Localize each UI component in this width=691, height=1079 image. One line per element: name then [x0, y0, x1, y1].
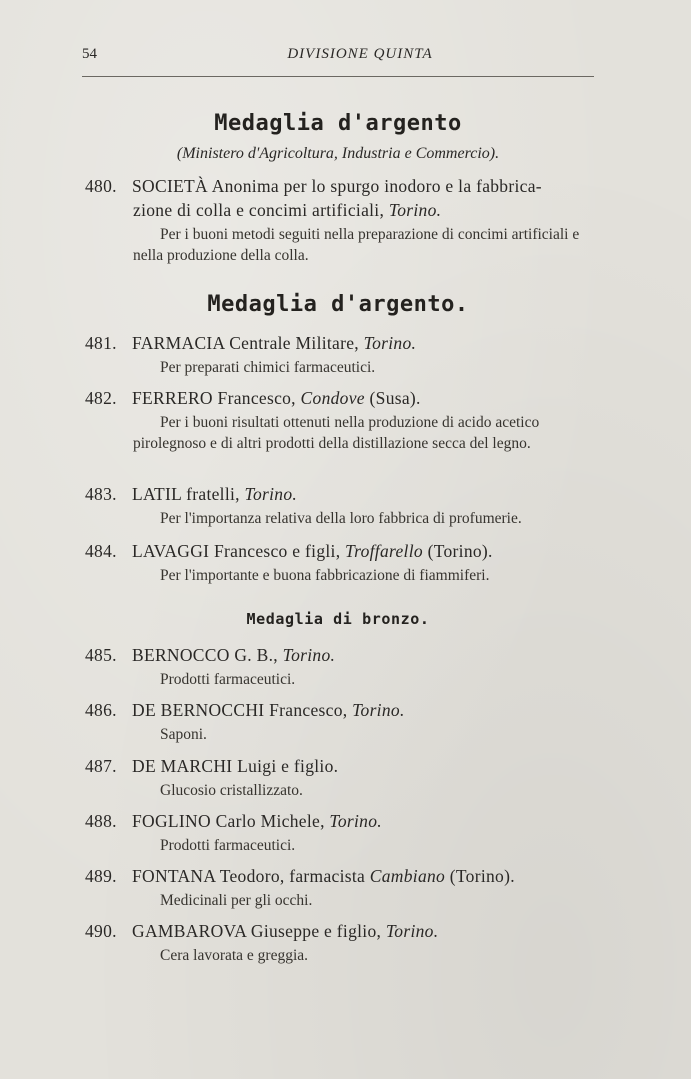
entry-481 [85, 331, 600, 378]
entry-line [85, 174, 600, 198]
entry-number: 480. [85, 176, 117, 196]
entry-name: FONTANA Teodoro, farmacista [132, 866, 370, 886]
entry-description: Glucosio cristallizzato. [160, 782, 303, 799]
entry-text: SOCIETÀ Anonima per lo spurgo inodoro e la fabbrica- [132, 176, 542, 196]
entry-place: Torino. [282, 645, 336, 665]
entry-489 [85, 864, 600, 911]
entry-name: GAMBAROVA Giuseppe e figlio, [132, 921, 386, 941]
section-heading-silver: Medaglia d'argento. [207, 292, 469, 317]
entry-place: Torino. [352, 700, 405, 720]
entry-482 [85, 386, 600, 454]
header-rule [82, 76, 594, 77]
entry-line [85, 919, 600, 943]
entry-rest: (Torino). [422, 541, 493, 561]
entry-number: 487. [85, 756, 117, 776]
entry-rest: (Susa). [364, 388, 421, 408]
entry-place: Torino. [385, 921, 439, 941]
entry-name: LATIL fratelli, [132, 484, 245, 504]
entry-place: Condove [300, 388, 365, 408]
entry-line [85, 754, 600, 778]
entry-number: 482. [85, 388, 117, 408]
page-number: 54 [82, 46, 97, 62]
entry-485 [85, 643, 600, 690]
running-title: DIVISIONE QUINTA [287, 46, 433, 62]
entry-line [85, 864, 600, 888]
entry-name: BERNOCCO G. B., [132, 645, 283, 665]
section-heading-bronze: Medaglia di bronzo. [246, 610, 430, 628]
entry-490 [85, 919, 600, 966]
entry-line [85, 539, 600, 563]
entry-description: Cera lavorata e greggia. [160, 947, 309, 964]
entry-description: Per l'importante e buona fabbricazione di fiammiferi. [160, 567, 490, 584]
entry-488 [85, 809, 600, 856]
entry-name: FARMACIA Centrale Militare, [132, 333, 364, 353]
entry-description: Per i buoni metodi seguiti nella preparazione di concimi artificiali e nella produzione della colla. [133, 226, 580, 264]
section-subheading-ministry: (Ministero d'Agricoltura, Industria e Commercio). [176, 145, 500, 162]
entry-description: Per preparati chimici farmaceutici. [160, 359, 376, 376]
entry-line [85, 698, 600, 722]
entry-480 [85, 174, 600, 266]
entry-line [85, 643, 600, 667]
entry-description: Prodotti farmaceutici. [160, 671, 296, 688]
entry-number: 485. [85, 645, 117, 665]
entry-place: Torino. [363, 333, 417, 353]
entry-name: DE MARCHI Luigi e figlio. [132, 756, 339, 776]
entry-name: DE BERNOCCHI Francesco, [132, 700, 353, 720]
entry-number: 490. [85, 921, 117, 941]
entry-line [85, 482, 600, 506]
entry-483 [85, 482, 600, 529]
entry-name: LAVAGGI Francesco e figli, [132, 541, 346, 561]
entry-name: FOGLINO Carlo Michele, [132, 811, 330, 831]
entry-rest: (Torino). [445, 866, 515, 886]
entry-name: FERRERO Francesco, [132, 388, 301, 408]
entry-place: Troffarello [345, 541, 423, 561]
entry-description: Prodotti farmaceutici. [160, 837, 296, 854]
entry-text-cont: zione di colla e concimi artificiali, [133, 200, 389, 220]
entry-place: Torino. [329, 811, 382, 831]
entry-description: Per i buoni risultati ottenuti nella produzione di acido acetico pirolegnoso e di altri prodotti della distillazione secca del legno. [133, 414, 540, 452]
entry-number: 483. [85, 484, 117, 504]
entry-line [85, 809, 600, 833]
entry-place: Cambiano [369, 866, 446, 886]
entry-number: 481. [85, 333, 117, 353]
section-heading-silver-ministry: Medaglia d'argento [214, 111, 462, 136]
entry-line [85, 386, 600, 410]
entry-486 [85, 698, 600, 745]
entry-number: 486. [85, 700, 117, 720]
entry-number: 489. [85, 866, 117, 886]
entry-487 [85, 754, 600, 801]
entry-place: Torino. [388, 200, 442, 220]
entry-description: Per l'importanza relativa della loro fabbrica di profumerie. [160, 510, 522, 527]
entry-line [85, 331, 600, 355]
entry-description: Medicinali per gli occhi. [160, 892, 313, 909]
running-head [80, 46, 600, 66]
entry-place: Torino. [244, 484, 298, 504]
entry-number: 484. [85, 541, 117, 561]
entry-484 [85, 539, 600, 586]
entry-description: Saponi. [160, 726, 207, 743]
entry-continuation [85, 198, 600, 222]
entry-number: 488. [85, 811, 117, 831]
